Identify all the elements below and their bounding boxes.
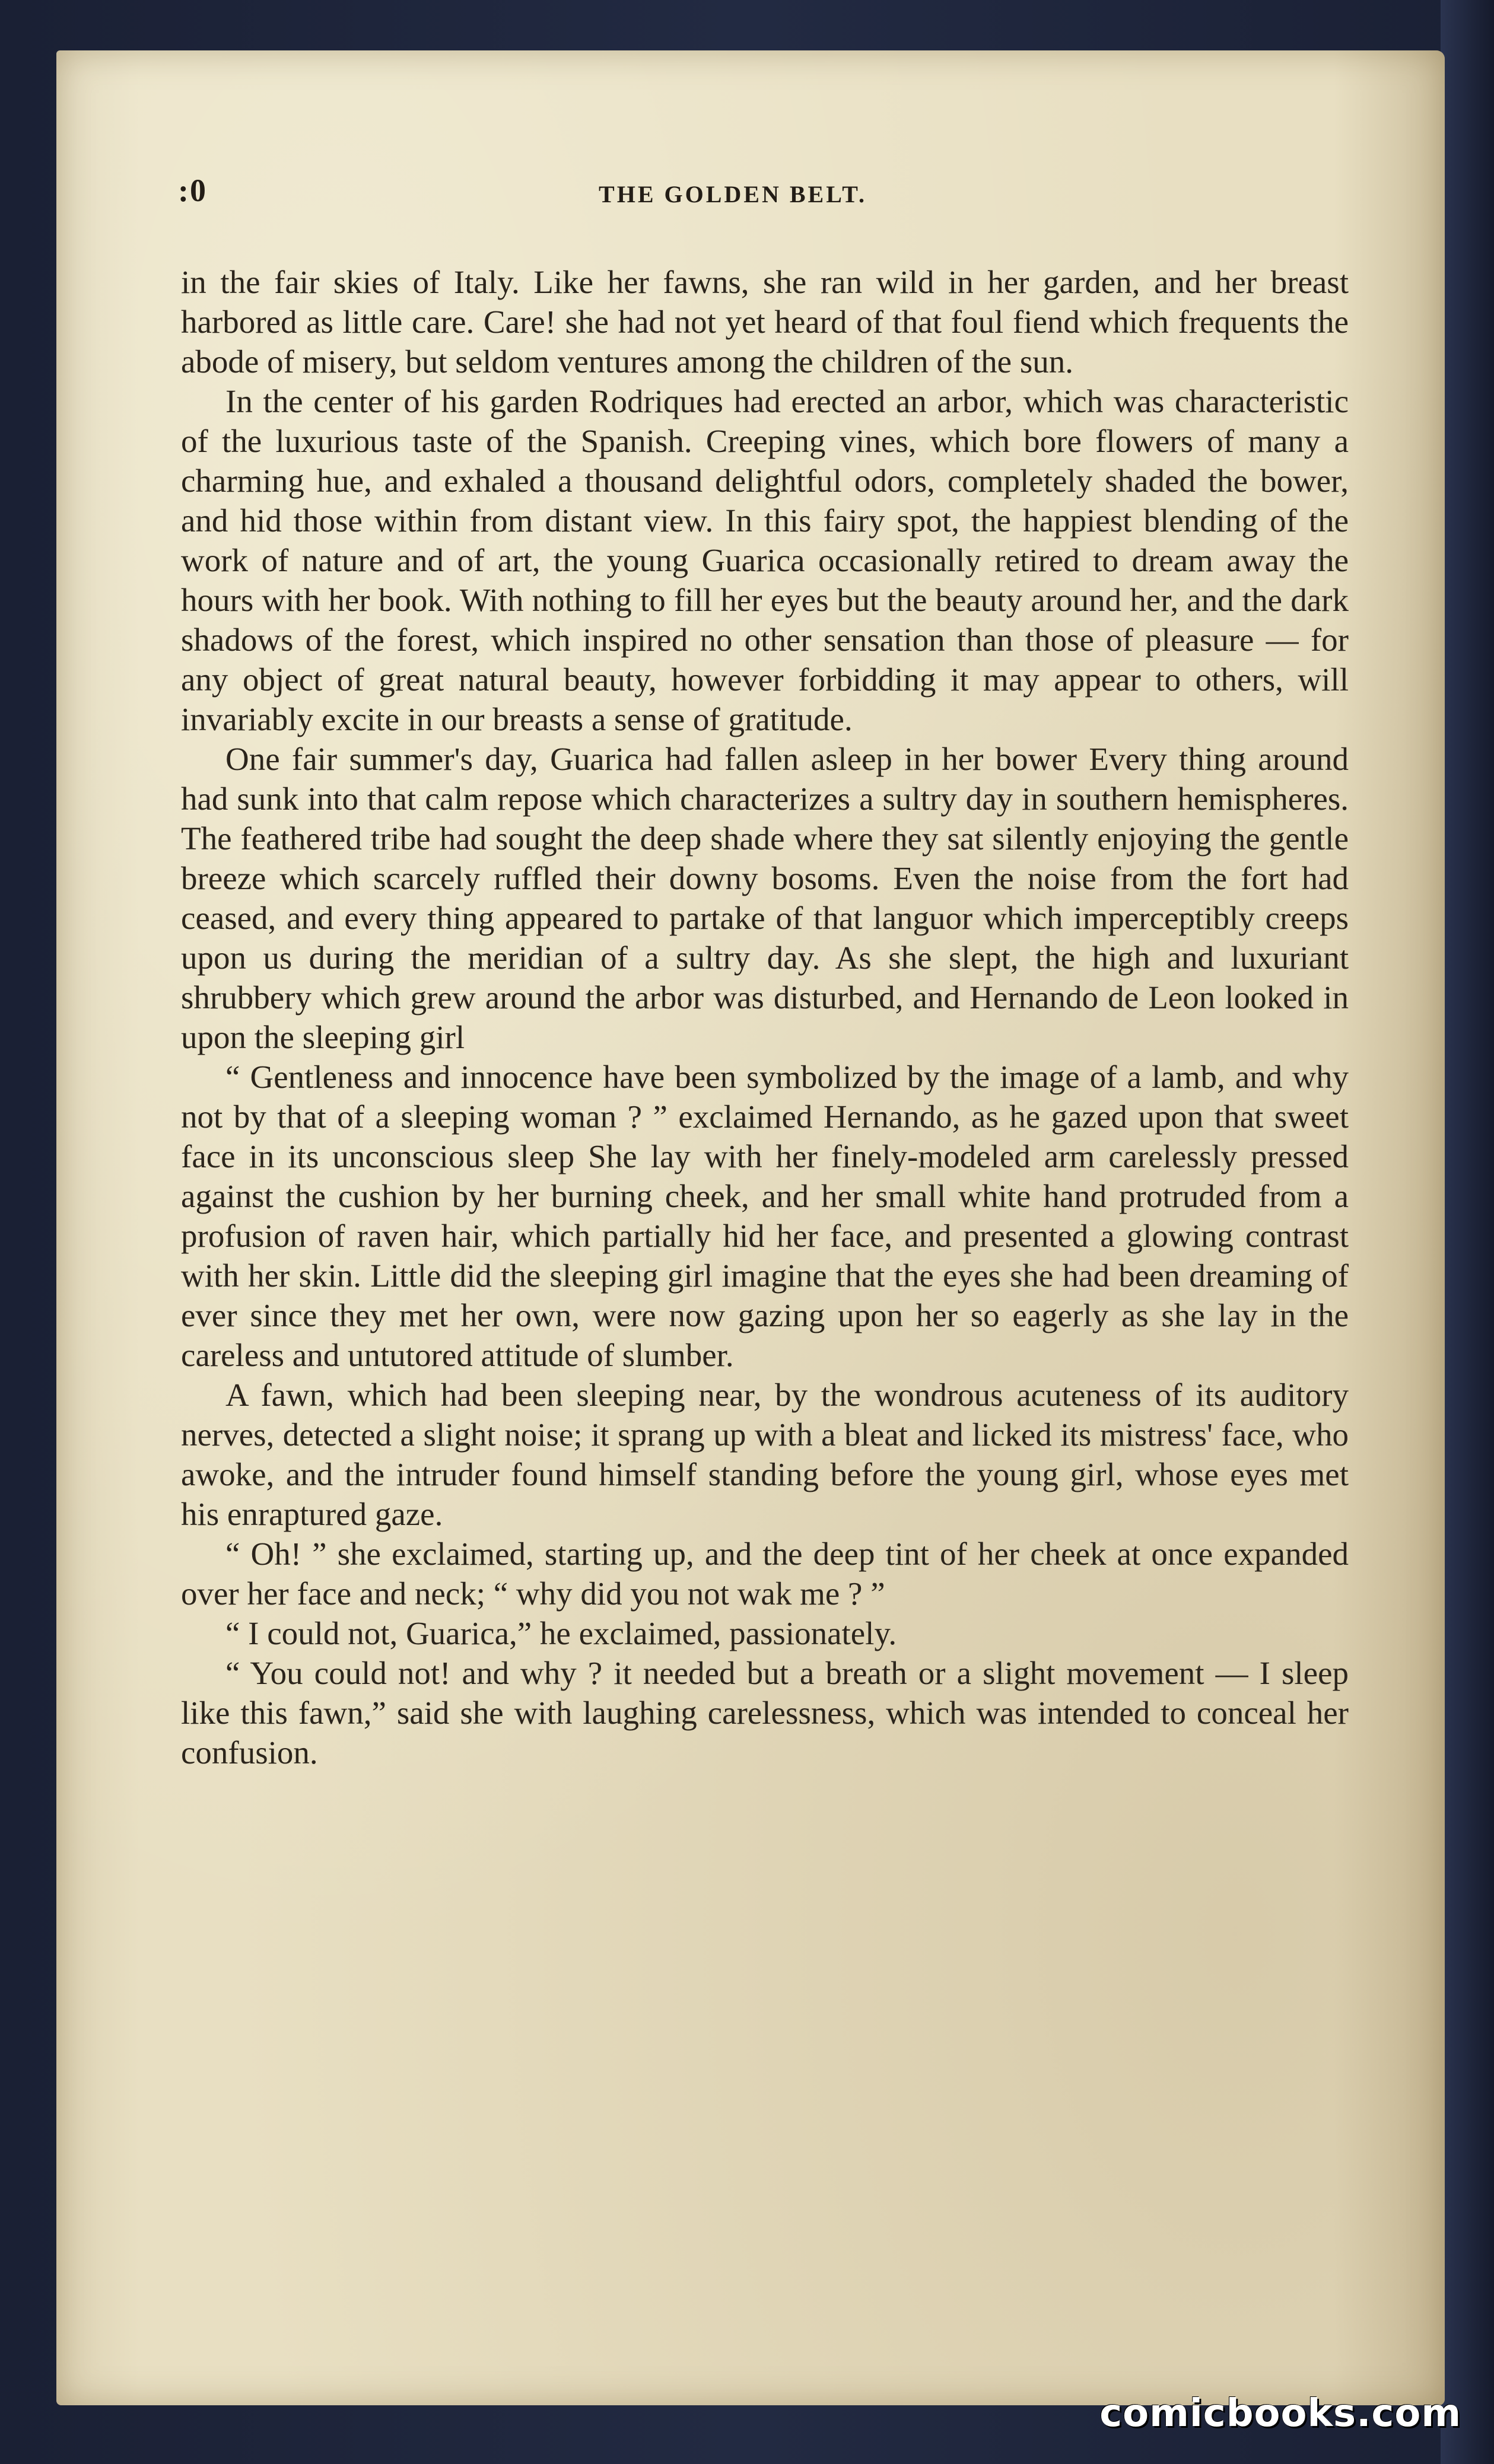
paragraph-2: In the center of his garden Rodriques had erected an arbor, which was characteristic of the luxurious taste of the Spanish. Creeping vines, which bore flowers of many a charming hue, and exhaled a thousand delightful odors, completely shaded the bower, and hid those within from distant view. In this fairy spot, the happiest blending of the work of nature and of art, the young Guarica occasionally retired to dream away the hours with her book. With nothing to fill her eyes but the beauty around her, and the dark shadows of the forest, which inspired no other sensation than those of pleasure — for any object of great natural beauty, however forbidding it may appear to others, will invariably excite in our breasts a sense of gratitude. — [181, 383, 1349, 737]
page-header — [119, 172, 1347, 214]
body-text — [181, 262, 1349, 1772]
running-title: THE GOLDEN BELT. — [599, 181, 867, 208]
site-watermark: comicbooks.com — [1099, 2392, 1461, 2436]
paragraph-6: “ Oh! ” she exclaimed, starting up, and the deep tint of her cheek at once expanded over her face and neck; “ why did you not wak me ? ” — [181, 1536, 1349, 1612]
paragraph-8: “ You could not! and why ? it needed but a breath or a slight movement — I sleep like this fawn,” said she with laughing carelessness, which was intended to conceal her confusion. — [181, 1655, 1349, 1771]
paragraph-3: One fair summer's day, Guarica had fallen asleep in her bower Every thing around had sunk into that calm repose which characterizes a sultry day in southern hemispheres. The feathered tribe had sought the deep shade where they sat silently enjoying the gentle breeze which scarcely ruffled their downy bosoms. Even the noise from the fort had ceased, and every thing appeared to partake of that languor which imperceptibly creeps upon us during the meridian of a sultry day. As she slept, the high and luxuriant shrubbery which grew around the arbor was disturbed, and Hernando de Leon looked in upon the sleeping girl — [181, 741, 1349, 1055]
page-number: :0 — [178, 173, 207, 208]
paragraph-1: in the fair skies of Italy. Like her fawns, she ran wild in her garden, and her breast harbored as little care. Care! she had not yet heard of that foul fiend which frequents the abode of misery, but seldom ventures among the children of the sun. — [181, 264, 1349, 380]
paragraph-5: A fawn, which had been sleeping near, by the wondrous acuteness of its auditory nerves, detected a slight noise; it sprang up with a bleat and licked its mistress' face, who awoke, and the intruder found himself standing before the young girl, whose eyes met his enraptured gaze. — [181, 1377, 1349, 1532]
paragraph-7: “ I could not, Guarica,” he exclaimed, passionately. — [225, 1615, 897, 1651]
book-spine-edge — [1441, 0, 1494, 2464]
paragraph-4: “ Gentleness and innocence have been symbolized by the image of a lamb, and why not by that of a sleeping woman ? ” exclaimed Hernando, as he gazed upon that sweet face in its unconscious sleep She lay with her finely-modeled arm carelessly pressed against the cushion by her burning cheek, and her small white hand protruded from a profusion of raven hair, which partially hid her face, and presented a glowing contrast with her skin. Little did the sleeping girl imagine that the eyes she had been dreaming of ever since they met her own, were now gazing upon her so eagerly as she lay in the careless and untutored attitude of slumber. — [181, 1059, 1349, 1373]
